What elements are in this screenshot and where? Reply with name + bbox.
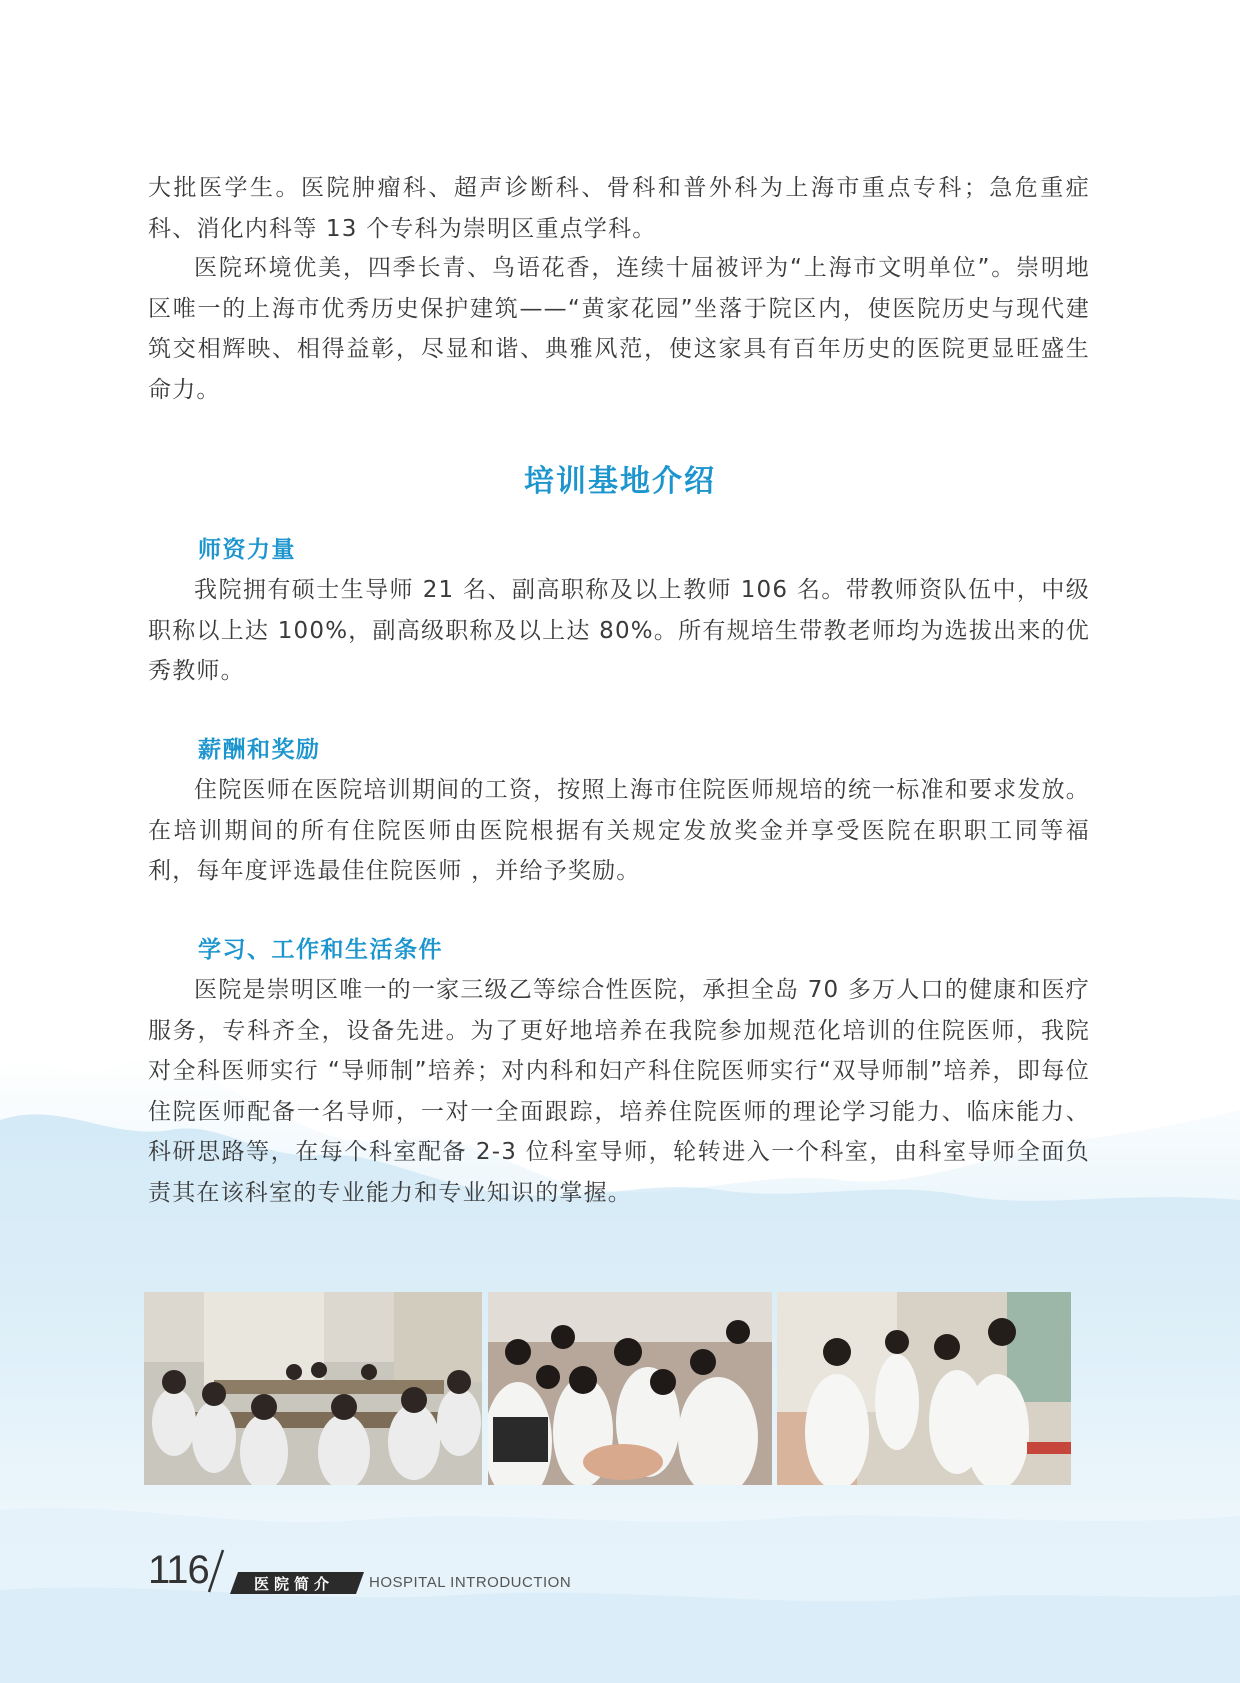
subheading-salary: 薪酬和奖励: [198, 737, 321, 763]
subheading-conditions: 学习、工作和生活条件: [198, 937, 443, 963]
photo-clinical-training: [488, 1292, 772, 1485]
photo-ward-rounds: [777, 1292, 1071, 1485]
paragraph-salary: 住院医师在医院培训期间的工资，按照上海市住院医师规培的统一标准和要求发放。在培训期间的所有住院医师由医院根据有关规定发放奖金并享受医院在职职工同等福利，每年度评选最佳住院医师 ，并给予奖励。: [148, 777, 1090, 884]
photo-classroom: [144, 1292, 482, 1485]
intro-paragraph-1: 大批医学生。医院肿瘤科、超声诊断科、骨科和普外科为上海市重点专科；急危重症科、消化内科等 13 个专科为崇明区重点学科。: [148, 175, 1090, 242]
paragraph-faculty: 我院拥有硕士生导师 21 名、副高职称及以上教师 106 名。带教师资队伍中，中级职称以上达 100%，副高级职称及以上达 80%。所有规培生带教老师均为选拔出来的优秀教师。: [148, 577, 1090, 684]
intro-paragraph-2: 医院环境优美，四季长青、鸟语花香，连续十届被评为“上海市文明单位”。崇明地区唯一的上海市优秀历史保护建筑——“黄家花园”坐落于院区内，使医院历史与现代建筑交相辉映、相得益彰，尽显和谐、典雅风范，使这家具有百年历史的医院更显旺盛生命力。: [148, 255, 1090, 403]
paragraph-conditions: 医院是崇明区唯一的一家三级乙等综合性医院，承担全岛 70 多万人口的健康和医疗服务，专科齐全，设备先进。为了更好地培养在我院参加规范化培训的住院医师，我院对全科医师实行 “导师制”培养；对内科和妇产科住院医师实行“双导师制”培养，即每位住院医师配备一名导师，一对一全面跟踪，培养住院医师的理论学习能力、临床能力、科研思路等，在每个科室配备 2-3 位科室导师，轮转进入一个科室，由科室导师全面负责其在该科室的专业能力和专业知识的掌握。: [148, 977, 1090, 1206]
page-number-slash-icon: [203, 1548, 229, 1594]
subheading-faculty: 师资力量: [198, 537, 296, 563]
section-label: 医院简介: [254, 1575, 335, 1593]
page-number: 116: [148, 1548, 209, 1592]
section-label-english: HOSPITAL INTRODUCTION: [369, 1574, 572, 1591]
section-title: 培训基地介绍: [524, 464, 716, 499]
